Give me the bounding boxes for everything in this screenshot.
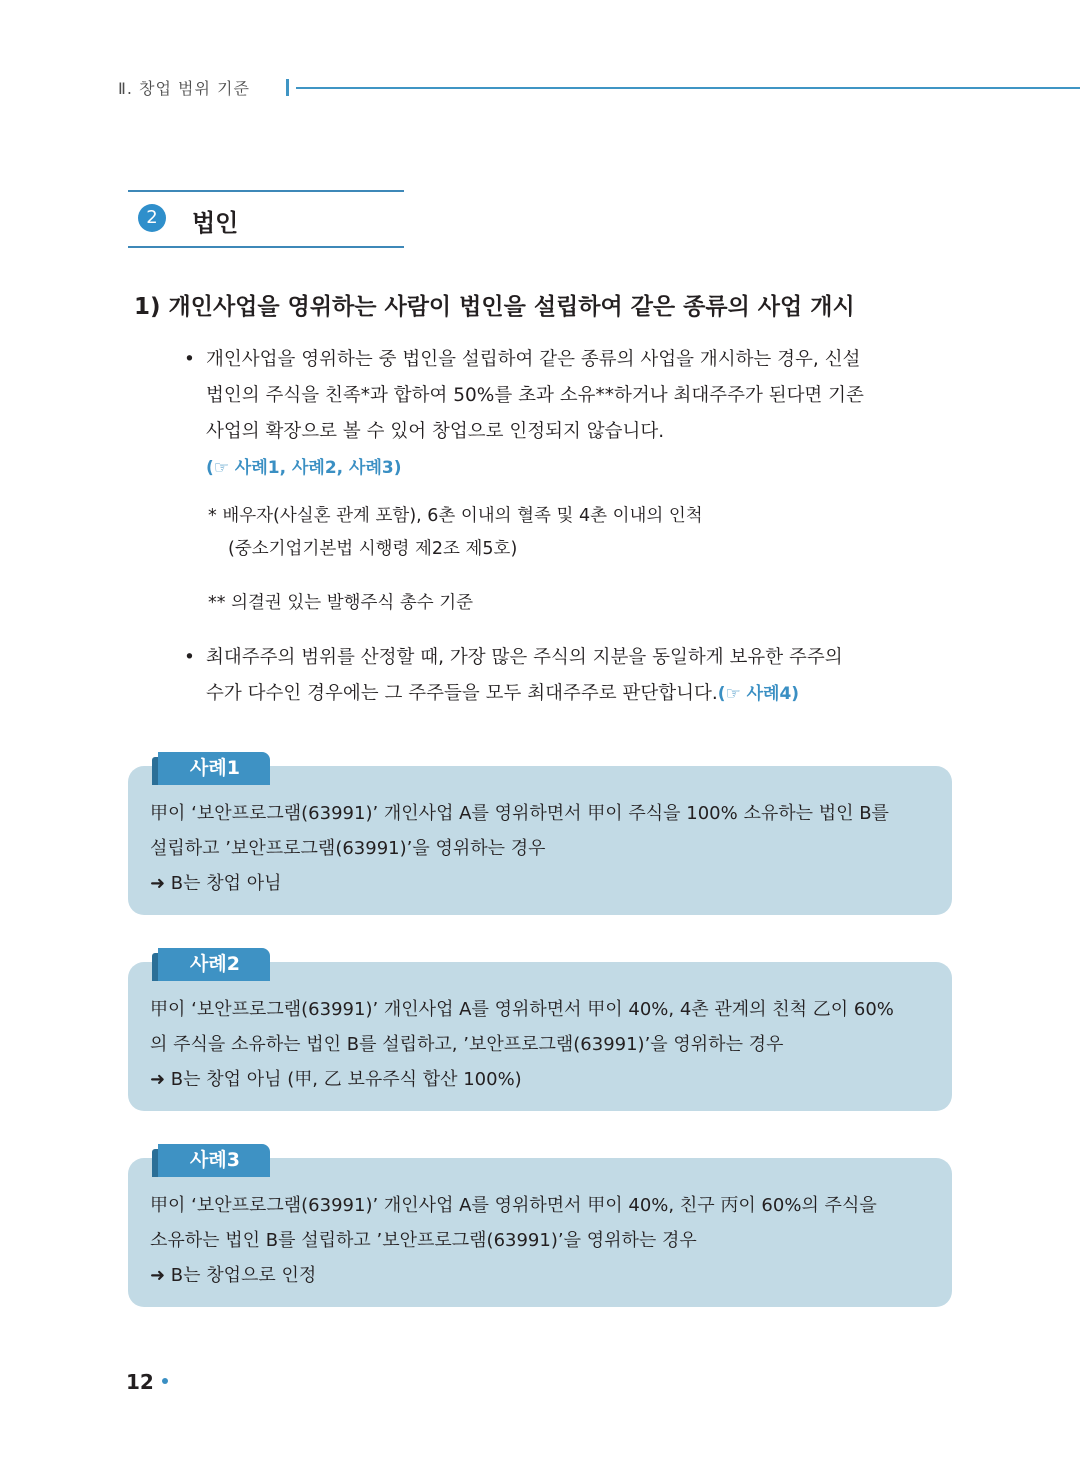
case-body xyxy=(150,796,940,901)
bullet-line: 수가 다수인 경우에는 그 주주들을 모두 최대주주로 판단합니다. xyxy=(206,683,718,704)
bullet-line: 개인사업을 영위하는 중 법인을 설립하여 같은 종류의 사업을 개시하는 경우, 신설 xyxy=(206,349,861,370)
case-label-tab xyxy=(158,948,270,981)
running-header xyxy=(118,74,1080,104)
case-line: 설립하고 ’보안프로그램(63991)’을 영위하는 경우 xyxy=(150,838,546,859)
case-box xyxy=(128,1158,952,1307)
case-conclusion: ➜ B는 창업 아님 (甲, 乙 보유주식 합산 100%) xyxy=(150,1069,522,1090)
case-conclusion: ➜ B는 창업으로 인정 xyxy=(150,1265,317,1286)
case-label: 사례1 xyxy=(190,757,240,779)
case-box xyxy=(128,766,952,915)
case-line: 甲이 ‘보안프로그램(63991)’ 개인사업 A를 영위하면서 甲이 40%, 친구 丙이 60%의 주식을 xyxy=(150,1195,877,1216)
bullet-line: 사업의 확장으로 볼 수 있어 창업으로 인정되지 않습니다. xyxy=(206,421,665,442)
bullet-marker: • xyxy=(184,647,195,668)
bullet-item xyxy=(184,640,974,712)
page-number: 12 xyxy=(126,1370,154,1394)
section-title: 법인 xyxy=(192,209,239,237)
section-heading xyxy=(128,190,404,248)
header-rule xyxy=(296,87,1080,89)
running-head-text: Ⅱ. 창업 범위 기준 xyxy=(118,79,250,98)
case-label-tab xyxy=(158,1144,270,1177)
footnote: ** 의결권 있는 발행주식 총수 기준 xyxy=(208,593,474,613)
case-body xyxy=(150,1188,940,1293)
case-line: 소유하는 법인 B를 설립하고 ’보안프로그램(63991)’을 영위하는 경우 xyxy=(150,1230,697,1251)
case-label-tab xyxy=(158,752,270,785)
footnote-continuation: (중소기업기본법 시행령 제2조 제5호) xyxy=(228,539,518,559)
case-conclusion: ➜ B는 창업 아님 xyxy=(150,873,282,894)
case-label: 사례3 xyxy=(190,1149,240,1171)
case-reference: (☞ 사례4) xyxy=(717,684,800,704)
subheading: 1) 개인사업을 영위하는 사람이 법인을 설립하여 같은 종류의 사업 개시 xyxy=(134,294,855,320)
bullet-marker: • xyxy=(184,349,195,370)
case-body xyxy=(150,992,940,1097)
bullet-item xyxy=(184,342,974,486)
bullet-line: 최대주주의 범위를 산정할 때, 가장 많은 주식의 지분을 동일하게 보유한 주주의 xyxy=(206,647,843,668)
case-line: 의 주식을 소유하는 법인 B를 설립하고, ’보안프로그램(63991)’을 영위하는 경우 xyxy=(150,1034,784,1055)
case-line: 甲이 ‘보안프로그램(63991)’ 개인사업 A를 영위하면서 甲이 주식을 100% 소유하는 법인 B를 xyxy=(150,803,889,824)
header-divider-bar xyxy=(286,79,289,96)
footnote: * 배우자(사실혼 관계 포함), 6촌 이내의 혈족 및 4촌 이내의 인척 xyxy=(208,506,703,526)
section-number-badge: 2 xyxy=(138,204,166,232)
case-label: 사례2 xyxy=(190,953,240,975)
bullet-line: 법인의 주식을 친족*과 합하여 50%를 초과 소유**하거나 최대주주가 된다면 기존 xyxy=(206,385,864,406)
case-box xyxy=(128,962,952,1111)
case-line: 甲이 ‘보안프로그램(63991)’ 개인사업 A를 영위하면서 甲이 40%, 4촌 관계의 친척 乙이 60% xyxy=(150,999,894,1020)
case-reference: (☞ 사례1, 사례2, 사례3) xyxy=(206,458,402,478)
page-number-dot xyxy=(162,1378,168,1384)
